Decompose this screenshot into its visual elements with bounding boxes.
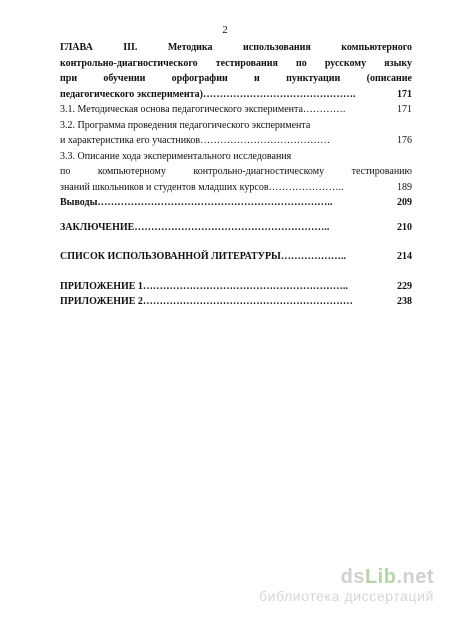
toc-3-1-label: 3.1. Методическая основа педагогического эксперимента…………. (60, 104, 346, 115)
toc-entry-vyvody (60, 195, 412, 211)
toc-entry-3-3 (60, 180, 412, 196)
toc-vyvody-label: Выводы…………………………………………………………….. (60, 197, 333, 208)
toc-entry-chapter3 (60, 87, 412, 103)
toc-appendix-2-page: 238 (397, 296, 412, 307)
toc-chapter3-line-2: контрольно-диагностического тестирования по русскому языку (60, 57, 412, 69)
toc-entry-appendix-2 (60, 294, 412, 310)
toc-entry-3-1 (60, 102, 412, 118)
toc-3-3-line-2: по компьютерному контрольно-диагностическому тестированию (60, 166, 412, 177)
toc-3-3-line-1: 3.3. Описание хода экспериментального исследования (60, 150, 292, 162)
toc-vyvody-page: 209 (397, 197, 412, 208)
toc-entry-conclusion (60, 220, 412, 236)
toc-literature-label: СПИСОК ИСПОЛЬЗОВАННОЙ ЛИТЕРАТУРЫ……………….. (60, 251, 346, 262)
table-of-contents (60, 40, 412, 310)
toc-literature-page: 214 (397, 251, 412, 262)
toc-3-2-line-1: 3.2. Программа проведения педагогического эксперимента (60, 119, 311, 131)
page-number: 2 (222, 24, 228, 36)
dslib-watermark (259, 566, 434, 604)
toc-conclusion-page: 210 (397, 221, 412, 233)
watermark-subtitle: библиотека диссертаций (259, 588, 434, 604)
toc-3-2-line-2: и характеристика его участников………………………………… (60, 135, 331, 146)
toc-appendix-2-label: ПРИЛОЖЕНИЕ 2……………………………………………………… (60, 296, 353, 307)
toc-chapter3-line-4: педагогического эксперимента)………………………………………. (60, 88, 356, 100)
toc-chapter3-page: 171 (397, 88, 412, 100)
toc-entry-3-2 (60, 133, 412, 149)
toc-3-2-page: 176 (397, 135, 412, 146)
toc-entry-literature (60, 249, 412, 265)
watermark-logo: dsLib.net (340, 566, 434, 588)
toc-3-3-page: 189 (397, 181, 412, 193)
toc-3-1-page: 171 (397, 104, 412, 115)
toc-chapter3-line-1: ГЛАВА III. Методика использования компьютерного (60, 42, 412, 53)
toc-appendix-1-label: ПРИЛОЖЕНИЕ 1…………………………………………………….. (60, 280, 348, 292)
toc-appendix-1-page: 229 (397, 280, 412, 292)
toc-conclusion-label: ЗАКЛЮЧЕНИЕ………………………………………………….. (60, 221, 330, 233)
toc-entry-appendix-1 (60, 279, 412, 295)
toc-chapter3-line-3: при обучении орфографии и пунктуации (описание (60, 73, 412, 84)
toc-3-3-line-3: знаний школьников и студентов младших курсов………………….. (60, 181, 344, 193)
